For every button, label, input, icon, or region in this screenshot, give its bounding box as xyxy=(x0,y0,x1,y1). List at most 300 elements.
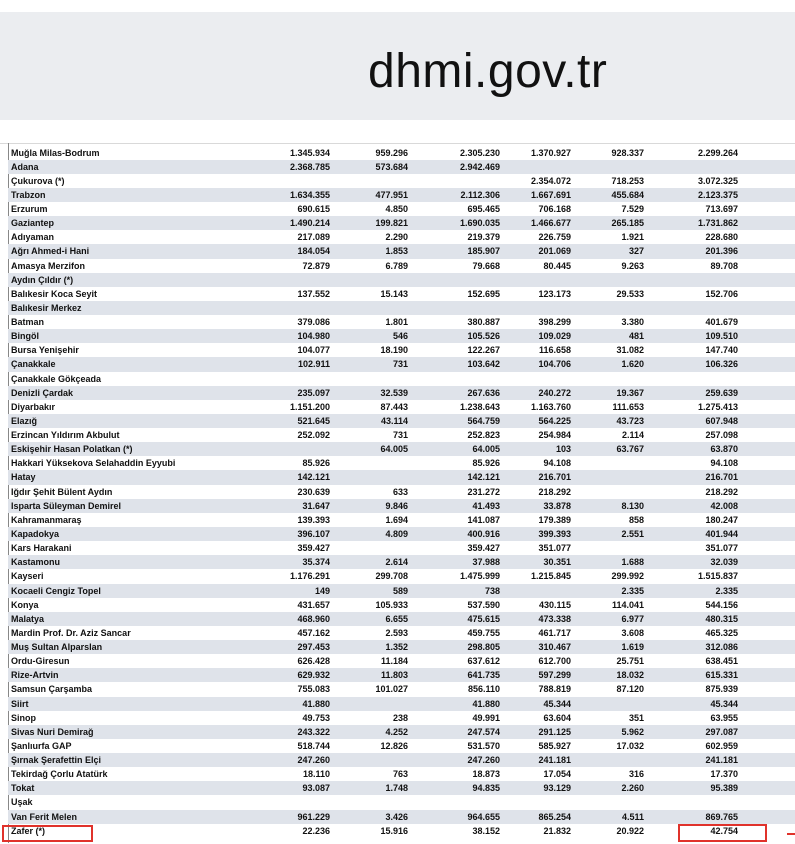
table-row xyxy=(8,584,795,598)
value-cell: 12.826 xyxy=(380,740,408,751)
value-cell: 247.574 xyxy=(467,726,500,737)
value-cell: 85.926 xyxy=(472,458,500,469)
airport-name: Balıkesir Merkez xyxy=(11,302,82,313)
value-cell: 961.229 xyxy=(297,811,330,822)
value-cell: 629.932 xyxy=(297,670,330,681)
value-cell: 316 xyxy=(628,769,644,780)
airport-name: Tokat xyxy=(11,783,35,794)
airport-name: Eskişehir Hasan Polatkan (*) xyxy=(11,444,133,455)
table-row xyxy=(8,188,795,202)
airport-name: Iğdır Şehit Bülent Aydın xyxy=(11,486,113,497)
value-cell: 400.916 xyxy=(467,529,500,539)
value-cell: 105.526 xyxy=(467,331,500,342)
table-row xyxy=(8,513,795,527)
value-cell: 30.351 xyxy=(543,557,571,568)
value-cell: 218.292 xyxy=(538,486,571,497)
value-cell: 141.087 xyxy=(467,514,500,525)
table-row xyxy=(8,753,795,767)
value-cell: 5.962 xyxy=(621,726,644,737)
value-cell: 1.490.214 xyxy=(289,218,330,229)
value-cell: 111.653 xyxy=(612,401,644,412)
value-cell: 240.272 xyxy=(538,387,571,398)
table-row xyxy=(8,414,795,428)
table-row xyxy=(8,273,795,287)
value-cell: 2.305.230 xyxy=(459,147,500,158)
airport-name: Bursa Yenişehir xyxy=(11,345,79,356)
value-cell: 2.942.469 xyxy=(459,161,500,172)
value-cell: 1.515.837 xyxy=(697,571,738,582)
value-cell: 3.072.325 xyxy=(697,175,738,186)
value-cell: 17.032 xyxy=(616,740,644,751)
value-cell: 63.767 xyxy=(616,444,644,455)
value-cell: 35.374 xyxy=(302,557,330,568)
value-cell: 72.879 xyxy=(302,260,330,271)
value-cell: 45.344 xyxy=(710,698,738,709)
value-cell: 41.880 xyxy=(472,698,500,709)
value-cell: 399.393 xyxy=(538,529,571,539)
value-cell: 2.593 xyxy=(385,627,408,638)
value-cell: 8.130 xyxy=(621,500,644,511)
value-cell: 106.326 xyxy=(705,359,738,370)
value-cell: 85.926 xyxy=(302,458,330,469)
value-cell: 299.992 xyxy=(611,571,644,582)
value-cell: 149 xyxy=(314,585,330,596)
airport-name: Şırnak Şerafettin Elçi xyxy=(11,755,102,766)
table-row xyxy=(8,541,795,555)
value-cell: 401.679 xyxy=(705,317,738,328)
airport-name: Rize-Artvin xyxy=(11,670,59,681)
airport-name: Kocaeli Cengiz Topel xyxy=(11,585,101,596)
value-cell: 142.121 xyxy=(297,472,330,483)
value-cell: 64.005 xyxy=(472,444,500,455)
value-cell: 537.590 xyxy=(467,599,500,610)
value-cell: 104.077 xyxy=(297,345,330,356)
value-cell: 1.370.927 xyxy=(530,147,571,158)
airport-name: Çukurova (*) xyxy=(11,175,65,186)
value-cell: 468.960 xyxy=(297,613,330,624)
value-cell: 7.529 xyxy=(621,204,644,215)
value-cell: 564.759 xyxy=(467,415,500,426)
value-cell: 93.129 xyxy=(543,783,571,794)
value-cell: 2.260 xyxy=(621,783,644,794)
airport-name: Van Ferit Melen xyxy=(11,811,78,822)
value-cell: 299.708 xyxy=(375,571,408,582)
value-cell: 637.612 xyxy=(467,656,500,667)
table-row xyxy=(8,612,795,626)
value-cell: 633 xyxy=(392,486,408,497)
value-cell: 230.639 xyxy=(297,486,330,497)
value-cell: 2.551 xyxy=(621,529,644,539)
value-cell: 9.846 xyxy=(385,500,408,511)
table-row xyxy=(8,739,795,753)
airport-name: Muğla Milas-Bodrum xyxy=(11,147,100,158)
table-row xyxy=(8,160,795,174)
airport-name: Isparta Süleyman Demirel xyxy=(11,500,122,511)
value-cell: 396.107 xyxy=(297,529,330,539)
value-cell: 17.054 xyxy=(543,769,571,780)
value-cell: 37.988 xyxy=(472,557,500,568)
airport-name: Uşak xyxy=(11,797,33,808)
value-cell: 216.701 xyxy=(538,472,571,483)
table-row xyxy=(8,244,795,258)
airport-name: Muş Sultan Alparslan xyxy=(11,642,103,653)
value-cell: 32.039 xyxy=(710,557,738,568)
value-cell: 18.190 xyxy=(380,345,408,356)
airport-name: Kastamonu xyxy=(11,557,61,568)
value-cell: 103.642 xyxy=(467,359,500,370)
value-cell: 564.225 xyxy=(538,415,571,426)
value-cell: 2.368.785 xyxy=(289,161,330,172)
value-cell: 267.636 xyxy=(467,387,500,398)
table-row xyxy=(8,527,795,541)
value-cell: 6.655 xyxy=(385,613,408,624)
value-cell: 641.735 xyxy=(467,670,500,681)
value-cell: 518.744 xyxy=(297,740,330,751)
table-row xyxy=(8,400,795,414)
value-cell: 473.338 xyxy=(538,613,571,624)
airport-name: Aydın Çıldır (*) xyxy=(11,274,74,285)
value-cell: 455.684 xyxy=(611,189,644,200)
airport-name: Ağrı Ahmed-i Hani xyxy=(11,246,90,257)
table-row xyxy=(8,682,795,696)
value-cell: 461.717 xyxy=(538,627,571,638)
table-row xyxy=(8,329,795,343)
value-cell: 32.539 xyxy=(380,387,408,398)
airport-name: Denizli Çardak xyxy=(11,387,74,398)
value-cell: 79.668 xyxy=(472,260,500,271)
airport-name: Gaziantep xyxy=(11,218,55,229)
table-row xyxy=(8,230,795,244)
value-cell: 241.181 xyxy=(538,755,571,766)
table-row xyxy=(8,372,795,386)
value-cell: 184.054 xyxy=(297,246,330,257)
value-cell: 327 xyxy=(628,246,644,257)
airport-name: Sivas Nuri Demirağ xyxy=(11,726,94,737)
value-cell: 42.008 xyxy=(710,500,738,511)
value-cell: 216.701 xyxy=(705,472,738,483)
value-cell: 94.835 xyxy=(472,783,500,794)
value-cell: 457.162 xyxy=(297,627,330,638)
value-cell: 33.878 xyxy=(543,500,571,511)
airport-name: Adana xyxy=(11,161,39,172)
value-cell: 480.315 xyxy=(705,613,738,624)
value-cell: 95.389 xyxy=(710,783,738,794)
value-cell: 4.511 xyxy=(621,811,644,822)
value-cell: 865.254 xyxy=(538,811,571,822)
value-cell: 359.427 xyxy=(467,543,500,554)
value-cell: 6.789 xyxy=(385,260,408,271)
value-cell: 122.267 xyxy=(467,345,500,356)
value-cell: 875.939 xyxy=(705,684,738,695)
value-cell: 247.260 xyxy=(467,755,500,766)
value-cell: 1.619 xyxy=(621,642,644,653)
value-cell: 185.907 xyxy=(467,246,500,257)
value-cell: 431.657 xyxy=(297,599,330,610)
value-cell: 104.706 xyxy=(538,359,571,370)
value-cell: 626.428 xyxy=(297,656,330,667)
value-cell: 18.873 xyxy=(472,769,500,780)
table-row xyxy=(8,569,795,583)
value-cell: 89.708 xyxy=(710,260,738,271)
table-row xyxy=(8,315,795,329)
value-cell: 2.354.072 xyxy=(530,175,571,186)
value-cell: 109.510 xyxy=(705,331,738,342)
value-cell: 312.086 xyxy=(705,642,738,653)
value-cell: 94.108 xyxy=(543,458,571,469)
value-cell: 755.083 xyxy=(297,684,330,695)
value-cell: 612.700 xyxy=(538,656,571,667)
value-cell: 43.114 xyxy=(380,415,408,426)
value-cell: 252.823 xyxy=(467,430,500,441)
value-cell: 101.027 xyxy=(375,684,408,695)
table-row xyxy=(8,287,795,301)
value-cell: 180.247 xyxy=(705,514,738,525)
value-cell: 585.927 xyxy=(538,740,571,751)
value-cell: 481 xyxy=(628,331,644,342)
airport-name: Hatay xyxy=(11,472,36,483)
value-cell: 738 xyxy=(484,585,500,596)
value-cell: 1.345.934 xyxy=(289,147,330,158)
value-cell: 602.959 xyxy=(705,740,738,751)
airport-name: Zafer (*) xyxy=(11,825,46,836)
value-cell: 2.614 xyxy=(385,557,408,568)
value-cell: 105.933 xyxy=(375,599,408,610)
value-cell: 1.748 xyxy=(385,783,408,794)
value-cell: 22.236 xyxy=(302,825,330,836)
value-cell: 1.475.999 xyxy=(459,571,500,582)
airport-name: Siirt xyxy=(11,698,29,709)
table-row xyxy=(8,146,795,160)
value-cell: 18.032 xyxy=(616,670,644,681)
value-cell: 615.331 xyxy=(705,670,738,681)
value-cell: 398.299 xyxy=(538,317,571,328)
value-cell: 123.173 xyxy=(538,288,571,299)
value-cell: 41.493 xyxy=(472,500,500,511)
airport-name: Tekirdağ Çorlu Atatürk xyxy=(11,769,108,780)
value-cell: 9.263 xyxy=(621,260,644,271)
table-row xyxy=(8,555,795,569)
value-cell: 41.880 xyxy=(302,698,330,709)
value-cell: 521.645 xyxy=(297,415,330,426)
value-cell: 718.253 xyxy=(611,175,644,186)
value-cell: 477.951 xyxy=(375,189,408,200)
value-cell: 139.393 xyxy=(297,514,330,525)
table-row xyxy=(8,259,795,273)
value-cell: 137.552 xyxy=(297,288,330,299)
value-cell: 459.755 xyxy=(467,627,500,638)
value-cell: 351 xyxy=(628,712,644,723)
table-row xyxy=(8,795,795,809)
site-url-title: dhmi.gov.tr xyxy=(368,45,608,98)
value-cell: 4.809 xyxy=(385,529,408,539)
value-cell: 964.655 xyxy=(467,811,500,822)
value-cell: 2.335 xyxy=(621,585,644,596)
value-cell: 11.803 xyxy=(380,670,408,681)
value-cell: 201.396 xyxy=(705,246,738,257)
value-cell: 351.077 xyxy=(538,543,571,554)
value-cell: 49.753 xyxy=(302,712,330,723)
table-row xyxy=(8,697,795,711)
value-cell: 2.290 xyxy=(385,232,408,243)
value-cell: 265.185 xyxy=(611,218,644,229)
table-row xyxy=(8,216,795,230)
table-row xyxy=(8,626,795,640)
airport-name: Kars Harakani xyxy=(11,543,72,554)
value-cell: 856.110 xyxy=(467,684,500,695)
value-cell: 31.647 xyxy=(302,500,330,511)
value-cell: 1.634.355 xyxy=(289,189,330,200)
airport-name: Konya xyxy=(11,599,39,610)
table-row xyxy=(8,386,795,400)
table-row xyxy=(8,174,795,188)
airport-name: Sinop xyxy=(11,712,36,723)
value-cell: 2.112.306 xyxy=(460,189,500,200)
value-cell: 152.706 xyxy=(705,288,738,299)
table-row xyxy=(8,654,795,668)
table-row xyxy=(8,301,795,315)
table-row xyxy=(8,640,795,654)
value-cell: 713.697 xyxy=(705,204,738,215)
value-cell: 1.688 xyxy=(621,557,644,568)
table-row xyxy=(8,668,795,682)
value-cell: 252.092 xyxy=(297,430,330,441)
airport-name: Diyarbakır xyxy=(11,401,56,412)
value-cell: 706.168 xyxy=(538,204,571,215)
table-row xyxy=(8,598,795,612)
value-cell: 4.252 xyxy=(385,726,408,737)
value-cell: 690.615 xyxy=(297,204,330,215)
value-cell: 17.370 xyxy=(710,769,738,780)
value-cell: 869.765 xyxy=(705,811,738,822)
table-row xyxy=(8,485,795,499)
airport-name: Adıyaman xyxy=(11,232,55,243)
value-cell: 298.805 xyxy=(467,642,500,653)
value-cell: 15.916 xyxy=(380,825,408,836)
value-cell: 297.087 xyxy=(705,726,738,737)
value-cell: 20.922 xyxy=(616,825,644,836)
value-cell: 116.658 xyxy=(538,345,571,356)
value-cell: 1.151.200 xyxy=(289,401,330,412)
value-cell: 788.819 xyxy=(538,684,571,695)
value-cell: 1.853 xyxy=(385,246,408,257)
value-cell: 147.740 xyxy=(705,345,738,356)
value-cell: 63.955 xyxy=(710,712,738,723)
table-row xyxy=(8,456,795,470)
value-cell: 1.176.291 xyxy=(289,571,330,582)
value-cell: 231.272 xyxy=(467,486,500,497)
airport-name: Kapadokya xyxy=(11,529,60,539)
value-cell: 18.110 xyxy=(302,769,330,780)
value-cell: 544.156 xyxy=(705,599,738,610)
value-cell: 238 xyxy=(392,712,408,723)
value-cell: 1.921 xyxy=(621,232,644,243)
value-cell: 152.695 xyxy=(467,288,500,299)
value-cell: 695.465 xyxy=(467,204,500,215)
value-cell: 49.991 xyxy=(472,712,500,723)
airport-name: Çanakkale Gökçeada xyxy=(11,373,102,384)
value-cell: 87.120 xyxy=(616,684,644,695)
value-cell: 2.335 xyxy=(715,585,738,596)
value-cell: 1.620 xyxy=(621,359,644,370)
value-cell: 29.533 xyxy=(616,288,644,299)
value-cell: 359.427 xyxy=(297,543,330,554)
value-cell: 531.570 xyxy=(467,740,500,751)
value-cell: 1.238.643 xyxy=(459,401,500,412)
value-cell: 19.367 xyxy=(616,387,644,398)
value-cell: 297.453 xyxy=(297,642,330,653)
table-row xyxy=(8,470,795,484)
airport-name: Erzurum xyxy=(11,204,48,215)
value-cell: 247.260 xyxy=(297,755,330,766)
value-cell: 11.184 xyxy=(380,656,408,667)
value-cell: 43.723 xyxy=(616,415,644,426)
value-cell: 638.451 xyxy=(705,656,738,667)
value-cell: 546 xyxy=(392,331,408,342)
table-row xyxy=(8,725,795,739)
value-cell: 80.445 xyxy=(543,260,571,271)
value-cell: 1.275.413 xyxy=(697,401,738,412)
table-row xyxy=(8,202,795,216)
value-cell: 1.801 xyxy=(385,317,408,328)
table-row xyxy=(8,343,795,357)
airport-name: Kayseri xyxy=(11,571,44,582)
value-cell: 597.299 xyxy=(538,670,571,681)
value-cell: 1.215.845 xyxy=(530,571,571,582)
airport-name: Çanakkale xyxy=(11,359,56,370)
value-cell: 94.108 xyxy=(710,458,738,469)
value-cell: 201.069 xyxy=(538,246,571,257)
header-banner xyxy=(0,12,795,120)
airport-name: Bingöl xyxy=(11,331,39,342)
value-cell: 42.754 xyxy=(710,825,738,836)
value-cell: 475.615 xyxy=(467,613,500,624)
value-cell: 2.299.264 xyxy=(697,147,738,158)
value-cell: 109.029 xyxy=(538,331,571,342)
airport-name: Trabzon xyxy=(11,189,46,200)
value-cell: 241.181 xyxy=(705,755,738,766)
value-cell: 179.389 xyxy=(538,514,571,525)
value-cell: 1.731.862 xyxy=(697,218,738,229)
value-cell: 38.152 xyxy=(472,825,500,836)
value-cell: 731 xyxy=(392,359,408,370)
value-cell: 2.123.375 xyxy=(697,189,738,200)
value-cell: 607.948 xyxy=(705,415,738,426)
value-cell: 380.887 xyxy=(467,317,500,328)
value-cell: 379.086 xyxy=(297,317,330,328)
airport-name: Elazığ xyxy=(11,415,38,426)
value-cell: 25.751 xyxy=(616,656,644,667)
airport-name: Erzincan Yıldırım Akbulut xyxy=(11,430,120,441)
airport-name: Malatya xyxy=(11,613,45,624)
table-row xyxy=(8,824,795,838)
table-row xyxy=(8,781,795,795)
value-cell: 226.759 xyxy=(538,232,571,243)
value-cell: 21.832 xyxy=(543,825,571,836)
value-cell: 310.467 xyxy=(538,642,571,653)
value-cell: 45.344 xyxy=(543,698,571,709)
value-cell: 928.337 xyxy=(611,147,644,158)
value-cell: 401.944 xyxy=(705,529,738,539)
value-cell: 1.466.677 xyxy=(530,218,571,229)
value-cell: 1.690.035 xyxy=(459,218,500,229)
table-row xyxy=(8,810,795,824)
table-row xyxy=(8,711,795,725)
value-cell: 589 xyxy=(392,585,408,596)
value-cell: 6.977 xyxy=(621,613,644,624)
value-cell: 102.911 xyxy=(297,359,330,370)
value-cell: 731 xyxy=(392,430,408,441)
airport-name: Samsun Çarşamba xyxy=(11,684,93,695)
